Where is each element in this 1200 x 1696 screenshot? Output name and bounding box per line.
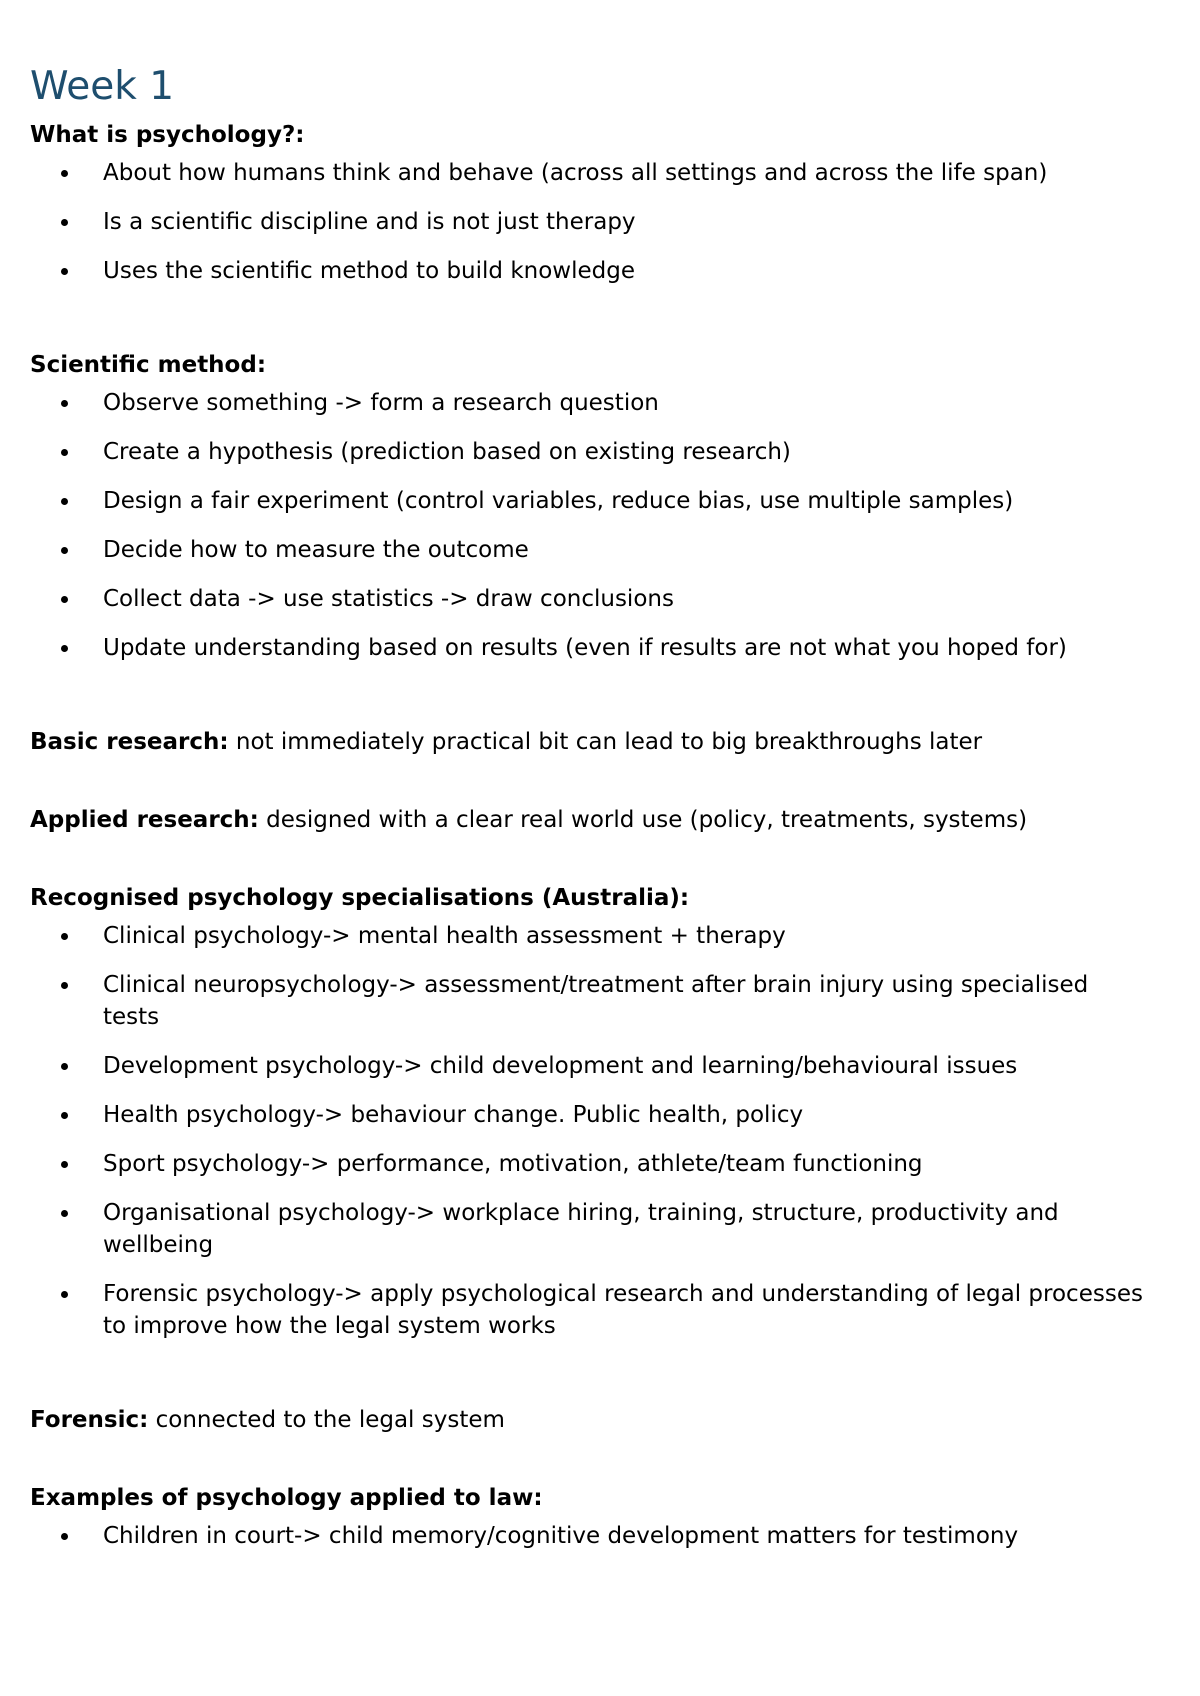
bullet-icon [61, 982, 68, 989]
document-title: Week 1 [30, 64, 175, 109]
list-item: Clinical psychology-> mental health assessment + therapy [30, 920, 1150, 952]
applied-research-definition: designed with a clear real world use (policy, treatments, systems) [258, 807, 1028, 833]
list-item: Sport psychology-> performance, motivation, athlete/team functioning [30, 1148, 1150, 1180]
list-item: Create a hypothesis (prediction based on existing research) [30, 436, 1150, 468]
bullet-icon [61, 1063, 68, 1070]
bullet-icon [61, 1210, 68, 1217]
bullet-icon [61, 400, 68, 407]
list-item: Is a scientific discipline and is not just therapy [30, 206, 1150, 238]
bullet-icon [61, 1161, 68, 1168]
specialisations-heading: Recognised psychology specialisations (Australia): [30, 885, 690, 911]
law-examples-heading: Examples of psychology applied to law: [30, 1485, 543, 1511]
specialisations-list [30, 920, 1150, 1342]
list-item: About how humans think and behave (across all settings and across the life span) [30, 157, 1150, 189]
list-item: Observe something -> form a research question [30, 387, 1150, 419]
forensic-definition: connected to the legal system [148, 1407, 505, 1433]
forensic-term: Forensic: [30, 1407, 149, 1433]
bullet-icon [61, 1533, 68, 1540]
what-is-psychology-heading: What is psychology?: [30, 122, 305, 148]
bullet-icon [61, 498, 68, 505]
basic-research-term: Basic research: [30, 729, 229, 755]
list-item: Clinical neuropsychology-> assessment/treatment after brain injury using specialised tests [30, 969, 1150, 1033]
law-examples-list [30, 1520, 1150, 1552]
bullet-icon [61, 170, 68, 177]
forensic-paragraph [30, 1403, 1150, 1437]
bullet-icon [61, 268, 68, 275]
bullet-icon [61, 449, 68, 456]
scientific-method-heading: Scientific method: [30, 352, 267, 378]
list-item: Organisational psychology-> workplace hiring, training, structure, productivity and wellbeing [30, 1197, 1150, 1261]
bullet-icon [61, 1112, 68, 1119]
list-item: Collect data -> use statistics -> draw conclusions [30, 583, 1150, 615]
list-item: Update understanding based on results (even if results are not what you hoped for) [30, 632, 1150, 664]
bullet-icon [61, 547, 68, 554]
scientific-method-list [30, 387, 1150, 664]
bullet-icon [61, 933, 68, 940]
list-item: Uses the scientific method to build knowledge [30, 255, 1150, 287]
bullet-icon [61, 1291, 68, 1298]
list-item: Development psychology-> child development and learning/behavioural issues [30, 1050, 1150, 1082]
list-item: Children in court-> child memory/cognitive development matters for testimony [30, 1520, 1150, 1552]
what-is-psychology-list [30, 157, 1150, 287]
bullet-icon [61, 596, 68, 603]
bullet-icon [61, 645, 68, 652]
applied-research-paragraph [30, 803, 1150, 837]
list-item: Health psychology-> behaviour change. Public health, policy [30, 1099, 1150, 1131]
list-item: Forensic psychology-> apply psychological research and understanding of legal processes to improve how the legal system works [30, 1278, 1150, 1342]
basic-research-paragraph [30, 725, 1150, 759]
basic-research-definition: not immediately practical bit can lead to big breakthroughs later [228, 729, 983, 755]
list-item: Decide how to measure the outcome [30, 534, 1150, 566]
list-item: Design a fair experiment (control variables, reduce bias, use multiple samples) [30, 485, 1150, 517]
applied-research-term: Applied research: [30, 807, 259, 833]
bullet-icon [61, 219, 68, 226]
